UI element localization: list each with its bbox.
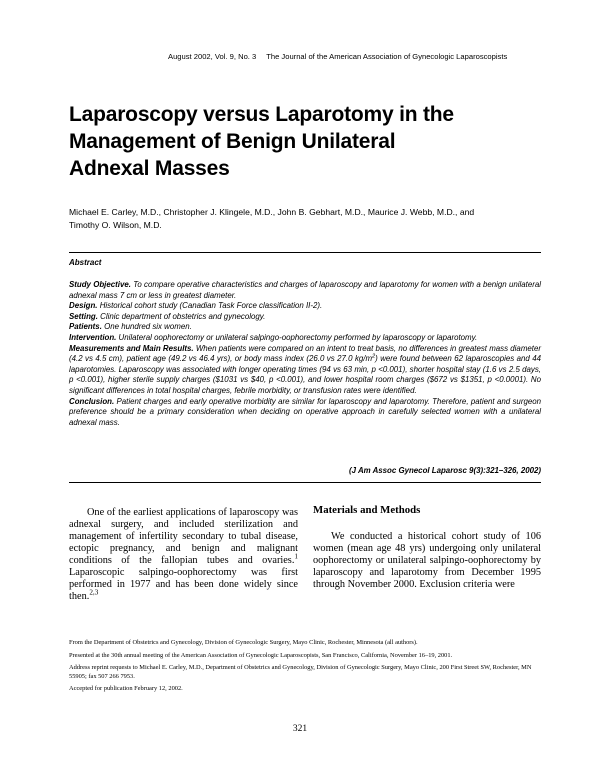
section-text: To compare operative characteristics and charges of laparoscopy and laparotomy for women with a benign unilateral adnexal mass 7 cm or less in greatest diameter. [69, 280, 542, 300]
section-label: Intervention. [69, 332, 117, 342]
intro-paragraph [69, 507, 298, 603]
abstract-intervention [69, 333, 541, 344]
section-label: Patients. [69, 322, 102, 332]
reference-marker: 2,3 [89, 588, 99, 597]
methods-heading: Materials and Methods [313, 504, 421, 516]
abstract-conclusion [69, 397, 541, 429]
title-line: Adnexal Masses [69, 157, 230, 180]
section-text: Historical cohort study (Canadian Task Force classification II-2). [97, 301, 323, 311]
page-number: 321 [292, 724, 308, 734]
title-line: Management of Benign Unilateral [69, 130, 396, 153]
running-header [168, 52, 548, 61]
abstract-body [69, 280, 541, 428]
footnote-accepted: Accepted for publication February 12, 2002. [69, 685, 183, 692]
journal-name: The Journal of the American Association of Gynecologic Laparoscopists [266, 52, 508, 61]
section-text: ) were found between 62 laparoscopies and 44 laparotomies. Laparoscopy was associated with longer operating times (94 vs 63 min, p <0.001), shorter hospital stay (1.6 vs 2.5 days, p <0.001), higher sterile supply charges ($1031 vs $40, p <0.001), and lower hospital room charges ($672 vs $1351, p <0.0001). No significant differences in total hospital charges, febrile morbidity, or transfusion rates were identified. [69, 354, 542, 395]
citation: (J Am Assoc Gynecol Laparosc 9(3):321–326, 2002) [349, 466, 541, 475]
reference-marker: 1 [294, 552, 298, 561]
abstract-patients [69, 322, 541, 333]
authors-line: Timothy O. Wilson, M.D. [69, 220, 162, 230]
abstract-study-objective [69, 280, 541, 301]
section-text: When patients were compared on an intent to treat basis, no differences in greatest mass diameter (4.2 vs 4.5 cm), patient age (49.2 vs 46.4 yrs), or body mass index (26.0 vs 27.0 kg/m [69, 343, 541, 364]
section-label: Setting. [69, 311, 98, 321]
paragraph-text: Laparoscopic salpingo-oophorectomy was first performed in 1977 and has been done widely since then. [69, 567, 298, 602]
section-label: Design. [69, 301, 98, 311]
journal-issue: August 2002, Vol. 9, No. 3 [168, 52, 257, 61]
footnote-presented: Presented at the 30th annual meeting of the American Association of Gynecologic Laparoscopists, San Francisco, California, November 16–19, 2001. [69, 651, 453, 659]
paragraph-text: One of the earliest applications of laparoscopy was adnexal surgery, and included sterilization and management of infertility secondary to tubal disease, ectopic pregnancy, and benign and malignant conditions of the fallopian tubes and ovaries. [69, 507, 298, 566]
abstract-setting [69, 312, 541, 323]
title-line: Laparoscopy versus Laparotomy in the [69, 103, 454, 126]
section-text: Unilateral oophorectomy or unilateral salpingo-oophorectomy performed by laparoscopy or laparotomy. [116, 332, 478, 342]
abstract-top-rule [69, 252, 541, 253]
intro-column [69, 507, 298, 603]
footnotes [69, 639, 541, 698]
section-label: Study Objective. [69, 280, 131, 289]
author-list [69, 206, 539, 232]
footnote-reprints: Address reprint requests to Michael E. Carley, M.D., Department of Obstetrics and Gynecology, Division of Gynecologic Surgery, Mayo Clinic, 200 First Street SW, Rochester, MN 55905; fax 507 266 7953. [69, 664, 532, 680]
abstract-measurements [69, 344, 541, 397]
abstract-design [69, 301, 541, 312]
abstract-heading: Abstract [69, 258, 102, 267]
section-label: Conclusion. [69, 396, 115, 406]
authors-line: Michael E. Carley, M.D., Christopher J. Klingele, M.D., John B. Gebhart, M.D., Maurice J. Webb, M.D., and [69, 207, 475, 217]
section-text: Clinic department of obstetrics and gynecology. [97, 311, 266, 321]
section-label: Measurements and Main Results. [69, 343, 194, 353]
article-title [69, 101, 529, 182]
section-text: Patient charges and early operative morbidity are similar for laparoscopy and laparotomy. Therefore, patient and surgeon preference should be a primary consideration when deciding on operative approach in carefully selected women with a unilateral adnexal mass. [69, 396, 541, 427]
footnote-affiliation: From the Department of Obstetrics and Gynecology, Division of Gynecologic Surgery, Mayo Clinic, Rochester, Minnesota (all authors). [69, 639, 418, 646]
superscript: 2 [372, 353, 376, 360]
methods-column [313, 531, 541, 591]
methods-paragraph: We conducted a historical cohort study of 106 women (mean age 48 yrs) undergoing only unilateral oophorectomy or unilateral salpingo-oophorectomy by laparoscopy and laparotomy from December 1995 through November 2000. Exclusion criteria were [313, 531, 541, 590]
abstract-bottom-rule [69, 482, 541, 483]
section-text: One hundred six women. [101, 322, 192, 332]
